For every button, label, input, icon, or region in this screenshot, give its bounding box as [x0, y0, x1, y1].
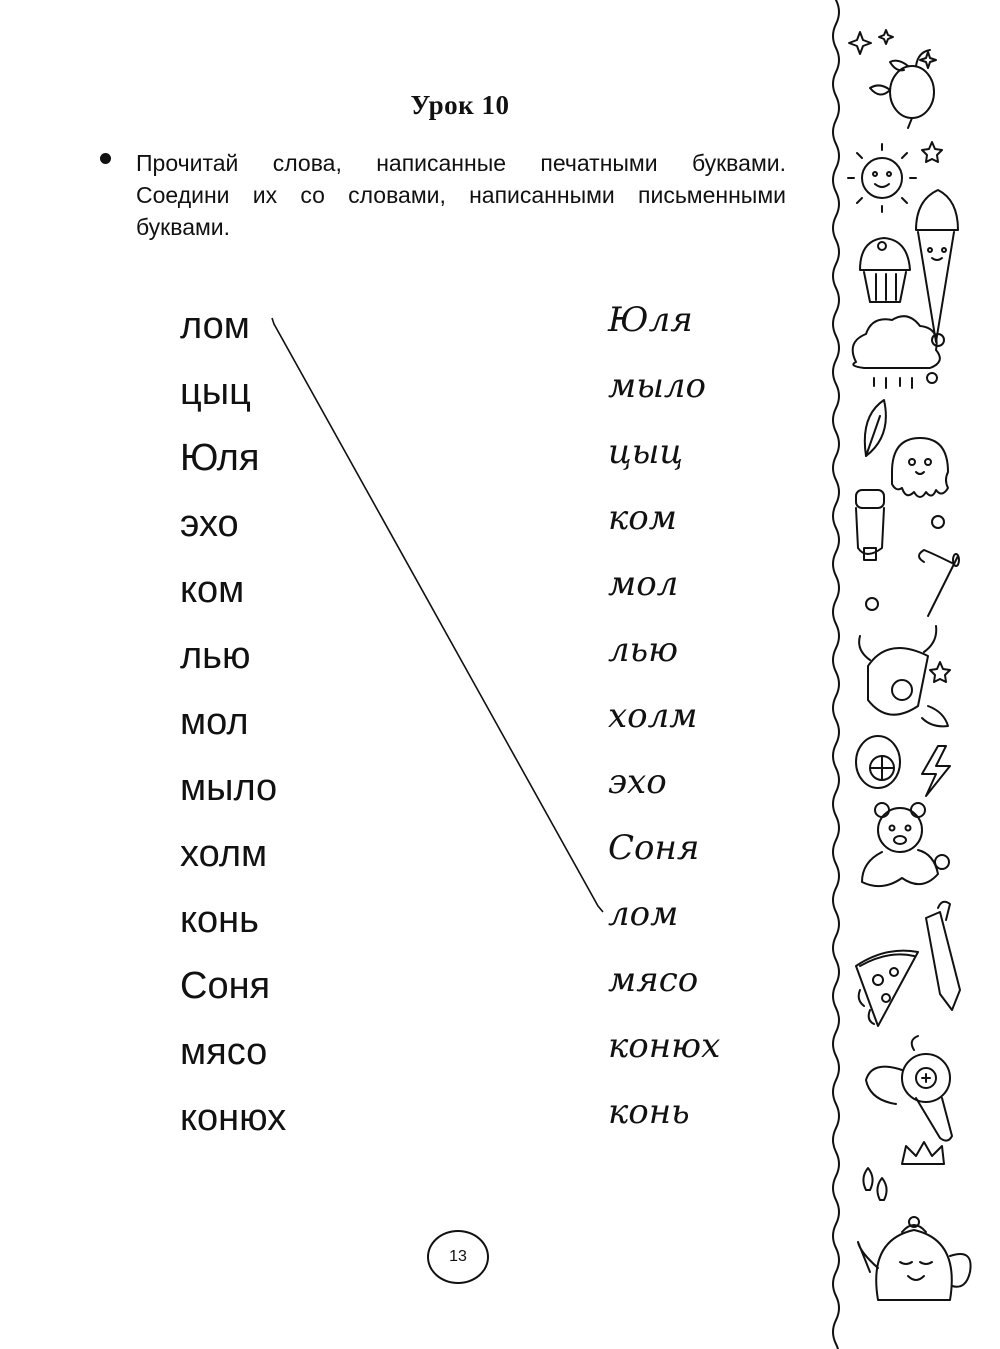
- ice-cream-icon: [916, 190, 958, 342]
- cursive-word[interactable]: Юля: [608, 300, 693, 340]
- printed-word[interactable]: лом: [180, 305, 250, 347]
- printed-word[interactable]: мыло: [180, 767, 278, 809]
- crown-icon: [902, 1142, 944, 1164]
- hair-dryer-icon: [866, 1036, 952, 1141]
- cursive-word[interactable]: Соня: [608, 828, 700, 868]
- cupcake-icon: [860, 238, 910, 302]
- page-number: 13: [427, 1230, 489, 1284]
- octopus-icon: [892, 438, 948, 497]
- printed-word[interactable]: конь: [180, 899, 259, 941]
- printed-word[interactable]: конюх: [180, 1097, 287, 1139]
- needle-icon: [866, 550, 959, 616]
- decorative-border: [820, 0, 1000, 1349]
- sparkle-icon: [849, 30, 936, 68]
- cursive-word[interactable]: цыц: [608, 432, 684, 472]
- cursive-word[interactable]: лом: [608, 894, 679, 934]
- cursive-word[interactable]: холм: [608, 696, 698, 736]
- cursive-word[interactable]: эхо: [608, 762, 667, 802]
- pizza-icon: [856, 951, 918, 1026]
- star-icon: [922, 142, 942, 162]
- drops-icon: [863, 1168, 886, 1200]
- printed-word[interactable]: ком: [180, 569, 245, 611]
- pen-icon: [926, 902, 960, 1010]
- sun-icon: [848, 144, 916, 212]
- cursive-word[interactable]: мыло: [608, 366, 706, 406]
- printed-word[interactable]: мол: [180, 701, 249, 743]
- cursive-word[interactable]: мясо: [608, 960, 699, 1000]
- cursive-word[interactable]: мол: [608, 564, 679, 604]
- cursive-word[interactable]: конь: [608, 1092, 690, 1132]
- leaf-icon: [865, 400, 886, 456]
- cursive-word[interactable]: лью: [608, 630, 679, 670]
- cursive-word[interactable]: ком: [608, 498, 677, 538]
- rocket-icon: [859, 626, 950, 726]
- printed-word[interactable]: Юля: [180, 437, 260, 479]
- printed-word[interactable]: цыц: [180, 371, 251, 413]
- teddy-bear-icon: [862, 803, 949, 886]
- lemon-icon: [856, 736, 900, 788]
- cloud-icon: [853, 316, 944, 388]
- printed-word[interactable]: Соня: [180, 965, 271, 1007]
- cursive-word[interactable]: конюх: [608, 1026, 721, 1066]
- printed-word[interactable]: мясо: [180, 1031, 268, 1073]
- paint-tube-icon: [856, 490, 944, 560]
- lesson-title: Урок 10: [410, 90, 510, 120]
- printed-word[interactable]: холм: [180, 833, 268, 875]
- teapot-icon: [858, 1217, 971, 1300]
- printed-word[interactable]: лью: [180, 635, 251, 677]
- wavy-divider-line: [833, 0, 839, 1349]
- printed-word[interactable]: эхо: [180, 503, 239, 545]
- task-text: Прочитай слова, написанные печатными буквами. Соедини их со словами, написанными письменными буквами.: [136, 150, 786, 240]
- lightning-icon: [922, 746, 950, 796]
